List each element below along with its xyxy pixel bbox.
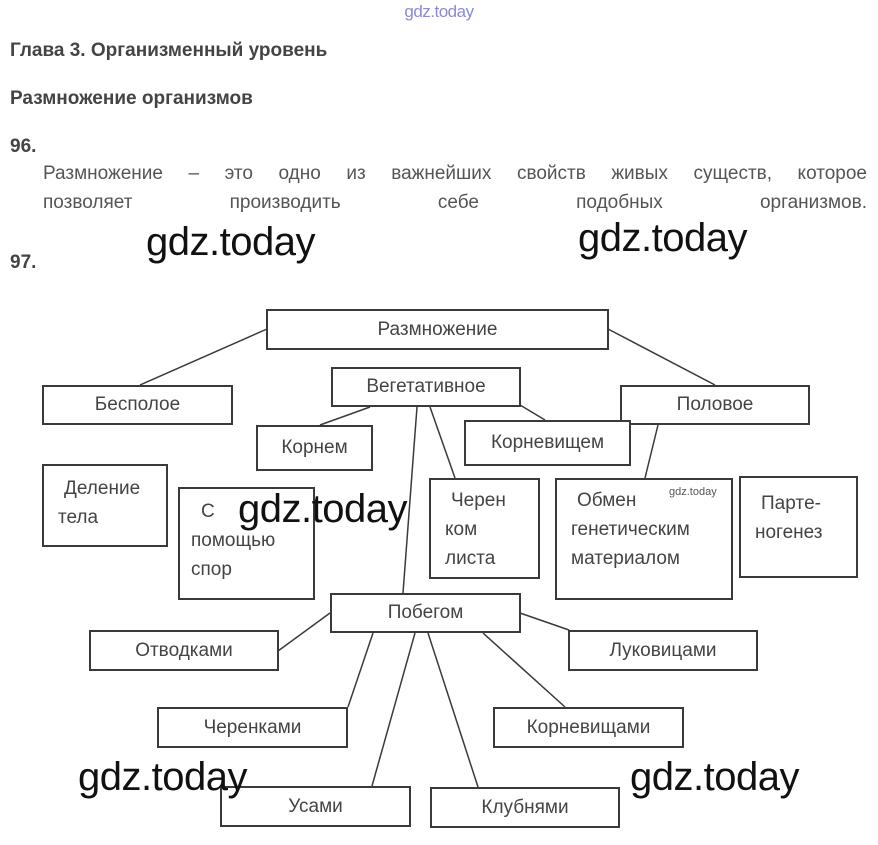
watermark: gdz.today (578, 216, 747, 260)
box-roots: Корнем (256, 425, 373, 471)
leaf-cutting-line2: ком (445, 519, 478, 540)
box-genetic-exchange (555, 478, 733, 600)
spores-line3: спор (191, 559, 232, 580)
connector (645, 425, 658, 478)
connector (520, 405, 545, 420)
box-cuttings: Черенками (157, 707, 348, 748)
box-asexual: Бесполое (42, 385, 233, 425)
parthenogenesis-line1: Партe- (761, 493, 821, 514)
section-title: Размножение организмов (10, 88, 253, 109)
spores-line2: помощью (191, 530, 276, 551)
leaf-cutting-line1: Черен (451, 490, 506, 511)
connector (520, 613, 569, 630)
box-reproduction: Размножение (266, 309, 609, 350)
small-watermark: gdz.today (669, 486, 717, 498)
watermark: gdz.today (630, 755, 799, 799)
box-vegetative: Вегетативное (331, 367, 521, 407)
box-sexual: Половое (620, 385, 810, 425)
task96-line1: Размножение – это одно из важнейших свойств живых существ, которое (43, 163, 867, 184)
watermark: gdz.today (238, 487, 407, 531)
connector (320, 407, 370, 425)
task96-line2: позволяет производить себе подобных организмов. (43, 192, 867, 213)
box-layering: Отводками (89, 630, 279, 671)
box-body-division (42, 464, 168, 547)
connector (608, 329, 715, 385)
genetic-exchange-line1: Обмен (577, 490, 637, 511)
spores-line1: С (201, 501, 215, 522)
watermark: gdz.today (146, 220, 315, 264)
genetic-exchange-line2: генетическим (571, 519, 690, 540)
task-number-96: 96. (10, 136, 37, 157)
watermark: gdz.today (78, 755, 247, 799)
body-division-line2: тела (58, 507, 99, 528)
connector (140, 329, 267, 385)
box-shoot: Побегом (330, 593, 521, 633)
chapter-title: Глава 3. Организменный уровень (10, 40, 328, 61)
box-rhizome: Корневищем (464, 420, 631, 466)
body-division-line1: Деление (64, 478, 141, 499)
box-parthenogenesis (739, 476, 858, 578)
box-runners: Усами (220, 786, 411, 827)
connector (430, 407, 455, 478)
task-number-97: 97. (10, 252, 37, 273)
box-rhizomes: Корневищами (493, 707, 684, 748)
top-watermark: gdz.today (404, 2, 474, 21)
box-bulbs: Луковицами (568, 630, 758, 671)
genetic-exchange-line3: материалом (571, 548, 680, 569)
connector (278, 613, 330, 651)
connector (428, 633, 478, 787)
box-tubers: Клубнями (430, 787, 620, 828)
connector (372, 633, 415, 786)
connector (348, 633, 373, 707)
parthenogenesis-line2: ногенез (755, 522, 823, 543)
box-leaf-cutting (429, 478, 540, 579)
leaf-cutting-line3: листа (445, 548, 496, 569)
connector (483, 633, 565, 707)
